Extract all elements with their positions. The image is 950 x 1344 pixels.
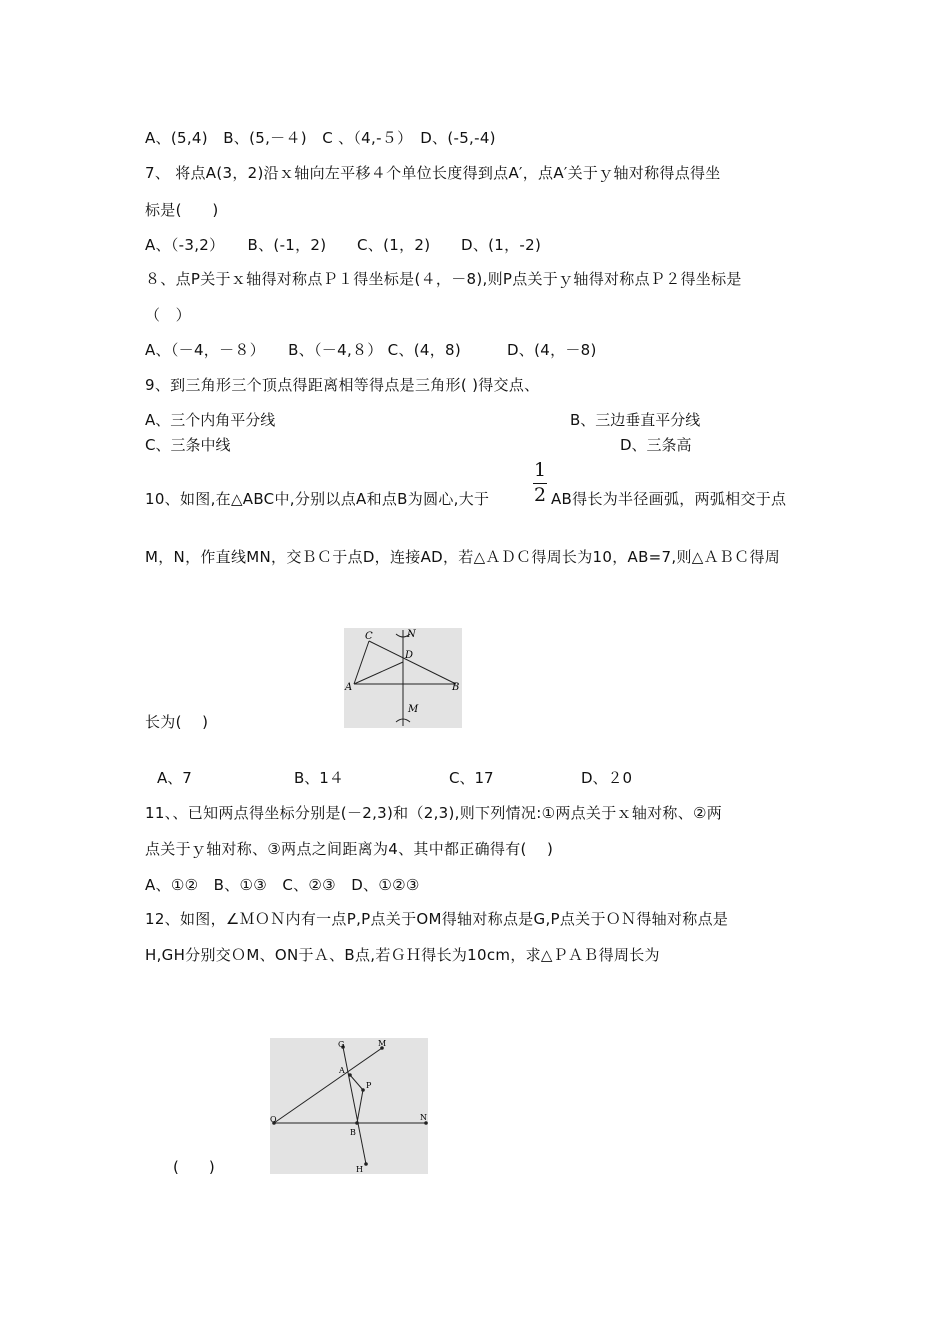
q10-figure-svg [344,628,462,728]
label-m: M [378,1039,387,1048]
figure-background [270,1038,428,1174]
point-p [361,1088,365,1092]
q10-option-d: D、２0 [581,769,633,787]
q10-option-b: B、1４ [294,769,344,787]
point-a [348,1073,352,1077]
q7-options: A、（-3,2） B、(-1，2) C、(1，2) D、(1，-2) [145,236,542,254]
label-h: H [356,1165,363,1174]
q12-figure-svg [270,1038,428,1174]
q10-option-c: C、17 [449,769,494,787]
angle-reflection-figure [270,1038,428,1174]
q10-stem-line2: M，N，作直线MN，交ＢＣ于点D，连接AD，若△ＡＤＣ得周长为10，AB=7,则△ＡＢＣ得周 [145,548,781,566]
half-fraction-denominator: 2 [533,484,547,506]
q9-stem: 9、到三角形三个顶点得距离相等得点是三角形( )得交点、 [145,376,540,394]
half-fraction-numerator: 1 [533,459,547,481]
q12-stem-line1: 12、如图，∠ＭＯＮ内有一点P,P点关于OM得轴对称点是G,P点关于ＯＮ得轴对称点是 [145,910,729,928]
label-c: C [365,631,373,642]
label-b: B [350,1128,356,1137]
point-h [364,1162,368,1166]
q6-options: A、(5,4) B、(5,－４) C 、（4,-５） D、(-5,-4) [145,129,496,147]
q11-stem-line1: 11、、已知两点得坐标分别是(－2,3)和（2,3),则下列情况:①两点关于ｘ轴对称、②两 [145,804,723,822]
label-g: G [338,1040,345,1049]
label-n: N [407,629,416,640]
q11-stem-line2: 点关于ｙ轴对称、③两点之间距离为4、其中都正确得有( ) [145,840,554,858]
point-b [355,1121,359,1125]
q8-stem-line2: （ ） [145,306,191,324]
q7-stem-line1: 7、 将点A(3，2)沿ｘ轴向左平移４个单位长度得到点A′，点A′关于ｙ轴对称得点得坐 [145,164,721,182]
label-n: N [420,1113,427,1122]
q11-options: A、①② B、①③ C、②③ D、①②③ [145,876,420,894]
q8-stem-line1: ８、点P关于ｘ轴得对称点Ｐ１得坐标是(４，－8),则P点关于ｙ轴得对称点Ｐ２得坐标是 [145,270,742,288]
label-a: A [345,682,353,693]
q9-option-c: C、三条中线 [145,436,231,454]
label-a: A [339,1066,345,1075]
label-d: D [405,650,414,661]
q10-stem-line3: 长为( ) [145,713,209,731]
q9-option-a: A、三个内角平分线 [145,411,276,429]
label-b: B [452,682,460,693]
q9-option-b: B、三边垂直平分线 [570,411,701,429]
label-p: P [366,1081,372,1090]
q10-stem-line1-part1: 10、如图,在△ABC中,分别以点A和点B为圆心,大于 [145,490,490,508]
triangle-perpendicular-bisector-figure [344,628,462,728]
label-m: M [408,704,419,715]
q8-options: A、（－4，－８） B、（－4,８） C、(4，8) D、(4，－8) [145,341,597,359]
label-o: O [270,1115,277,1124]
q7-stem-line2: 标是( ) [145,201,219,219]
q12-answer-blank: ( ) [173,1158,215,1176]
q12-stem-line2: H,GH分别交ＯM、ON于Ａ、B点,若ＧＨ得长为10cm，求△ＰＡＢ得周长为 [145,946,660,964]
q9-option-d: D、三条高 [620,436,692,454]
q10-option-a: A、7 [157,769,192,787]
q10-stem-line1-part2: AB得长为半径画弧，两弧相交于点 [551,490,787,508]
